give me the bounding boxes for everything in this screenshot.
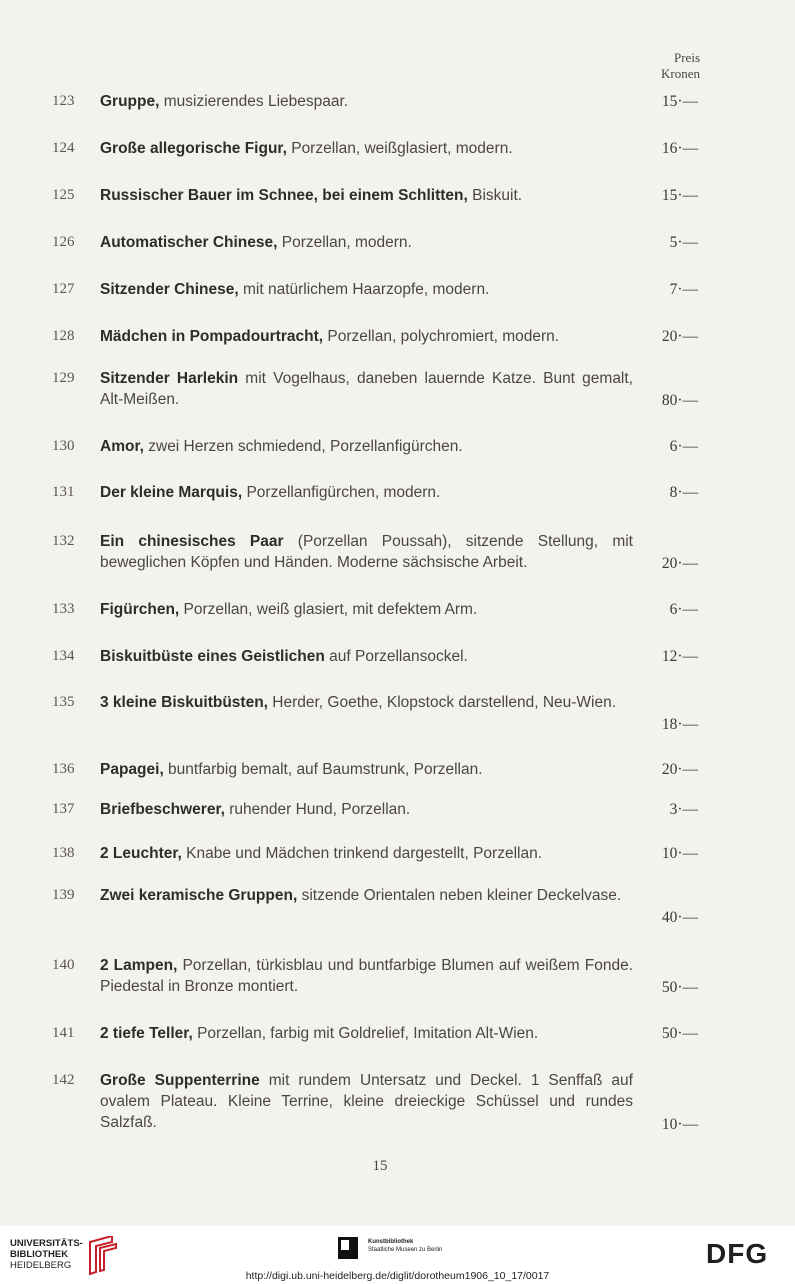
entry-price: 6·— [669,601,698,618]
entry-description: Porzellan, weiß glasiert, mit defektem Arm. [179,601,478,618]
kunstbibliothek-name: Kunstbibliothek [368,1239,414,1245]
entry-title: Figürchen, [100,601,180,618]
entry-price: 20·— [661,328,698,345]
entry-text [100,232,633,253]
entry-description: Porzellan, modern. [277,234,412,251]
entry-title: Russischer Bauer im Schnee, bei einem Schlitten, [100,187,468,204]
entry-title: Große allegorische Figur, [100,140,287,157]
entry-text [100,1070,633,1133]
entry-title: 2 Lampen, [100,957,178,974]
kunstbibliothek-text [368,1238,498,1254]
price-header-preis: Preis [674,50,700,65]
digitization-footer [0,1226,795,1284]
entry-text [100,436,633,457]
entry-number: 131 [52,484,75,500]
entry-description: zwei Herzen schmiedend, Porzellanfigürchen. [143,438,463,455]
entry-title: Biskuitbüste eines Geistlichen [100,648,325,665]
heidelberg-library-text [10,1238,90,1271]
entry-number: 141 [52,1025,75,1041]
page-number: 15 [372,1158,388,1174]
entry-text [100,799,633,820]
entry-price: 16·— [661,140,698,157]
entry-text [100,138,633,159]
entry-title: Zwei keramische Gruppen, [100,887,298,904]
entry-price: 80·— [661,392,698,409]
entry-text [100,599,633,620]
entry-description: mit natürlichem Haarzopfe, modern. [238,281,490,298]
entry-number: 134 [52,648,75,664]
entry-price: 15·— [661,93,698,110]
entry-text [100,692,633,713]
entry-title: Amor, [100,438,144,455]
dfg-logo[interactable]: DFG [706,1238,769,1269]
entry-number: 129 [52,370,75,386]
entry-description: (Porzellan Poussah), sitzende Stellung, mit beweglichen Köpfen und Händen. Moderne sächsische Arbeit. [100,533,633,571]
entry-description: Herder, Goethe, Klopstock darstellend, Neu-Wien. [267,694,617,711]
library-name-line3: HEIDELBERG [10,1260,72,1271]
entry-description: Porzellan, türkisblau und buntfarbige Blumen auf weißem Fonde. Piedestal in Bronze montiert. [100,957,634,995]
entry-price: 6·— [669,438,698,455]
entry-price: 7·— [669,281,698,298]
kunstbibliothek-subtitle: Staatliche Museen zu Berlin [368,1247,443,1253]
entry-text [100,91,633,112]
entry-title: Sitzender Harlekin [100,370,239,387]
entry-price: 5·— [669,234,698,251]
entry-description: sitzende Orientalen neben kleiner Deckelvase. [297,887,622,904]
entry-text [100,482,633,503]
entry-price: 20·— [661,761,698,778]
entry-title: Sitzender Chinese, [100,281,239,298]
permalink-url[interactable]: http://digi.ub.uni-heidelberg.de/diglit/dorotheum1906_10_17/0017 [245,1270,550,1282]
entry-text [100,368,633,410]
entry-description: Porzellan, weißglasiert, modern. [286,140,513,157]
price-header-kronen: Kronen [661,66,700,81]
entry-number: 136 [52,761,75,777]
entry-price: 18·— [661,716,698,733]
entry-description: Porzellanfigürchen, modern. [242,484,441,501]
entry-description: buntfarbig bemalt, auf Baumstrunk, Porzellan. [163,761,483,778]
entry-price: 10·— [661,845,698,862]
kunstbibliothek-logo[interactable] [338,1234,498,1264]
entry-title: Papagei, [100,761,164,778]
entry-number: 139 [52,887,75,903]
entry-text [100,843,633,864]
entry-description: mit Vogelhaus, daneben lauernde Katze. Bunt gemalt, Alt-Meißen. [100,370,633,408]
entry-number: 124 [52,140,75,156]
entry-description: mit rundem Untersatz und Deckel. 1 Senffaß auf ovalem Plateau. Kleine Terrine, kleine dreieckige Schüssel und rundes Salzfaß. [100,1072,633,1131]
entry-text [100,279,633,300]
entry-price: 50·— [661,1025,698,1042]
entry-description: Porzellan, polychromiert, modern. [323,328,560,345]
entry-number: 125 [52,187,75,203]
entry-number: 126 [52,234,75,250]
entry-title: 2 tiefe Teller, [100,1025,193,1042]
entry-text [100,531,633,573]
entry-number: 137 [52,801,75,817]
entry-number: 130 [52,438,75,454]
price-column-header [640,50,700,82]
entry-text [100,646,633,667]
entry-description: musizierendes Liebespaar. [159,93,349,110]
entry-text [100,185,633,206]
entry-title: 3 kleine Biskuitbüsten, [100,694,268,711]
entry-description: Knabe und Mädchen trinkend dargestellt, Porzellan. [181,845,543,862]
entry-description: ruhender Hund, Porzellan. [224,801,411,818]
library-name-line1: UNIVERSITÄTS- [10,1238,83,1249]
entry-price: 10·— [661,1116,698,1133]
entry-title: Mädchen in Pompadourtracht, [100,328,324,345]
entry-description: auf Porzellansockel. [324,648,468,665]
entry-number: 128 [52,328,75,344]
entry-price: 15·— [661,187,698,204]
entry-title: Briefbeschwerer, [100,801,225,818]
entry-price: 12·— [661,648,698,665]
entry-price: 8·— [669,484,698,501]
entry-number: 135 [52,694,75,710]
entry-title: 2 Leuchter, [100,845,182,862]
entry-title: Ein chinesisches Paar [100,533,284,550]
entry-text [100,326,633,347]
entry-number: 142 [52,1072,75,1088]
library-name-line2: BIBLIOTHEK [10,1249,69,1260]
entry-title: Große Suppenterrine [100,1072,260,1089]
entry-price: 40·— [661,909,698,926]
kunstbibliothek-emblem-icon [338,1237,358,1259]
entry-number: 127 [52,281,75,297]
entry-number: 132 [52,533,75,549]
entry-text [100,1023,633,1044]
entry-number: 138 [52,845,75,861]
entry-price: 3·— [669,801,698,818]
entry-description: Biskuit. [467,187,523,204]
entry-text [100,885,633,906]
entry-title: Automatischer Chinese, [100,234,278,251]
entry-title: Der kleine Marquis, [100,484,243,501]
entry-price: 20·— [661,555,698,572]
entry-title: Gruppe, [100,93,160,110]
entry-price: 50·— [661,979,698,996]
entry-number: 140 [52,957,75,973]
entry-number: 133 [52,601,75,617]
entry-text [100,955,633,997]
entry-number: 123 [52,93,75,109]
entry-text [100,759,633,780]
entry-description: Porzellan, farbig mit Goldrelief, Imitation Alt-Wien. [192,1025,539,1042]
